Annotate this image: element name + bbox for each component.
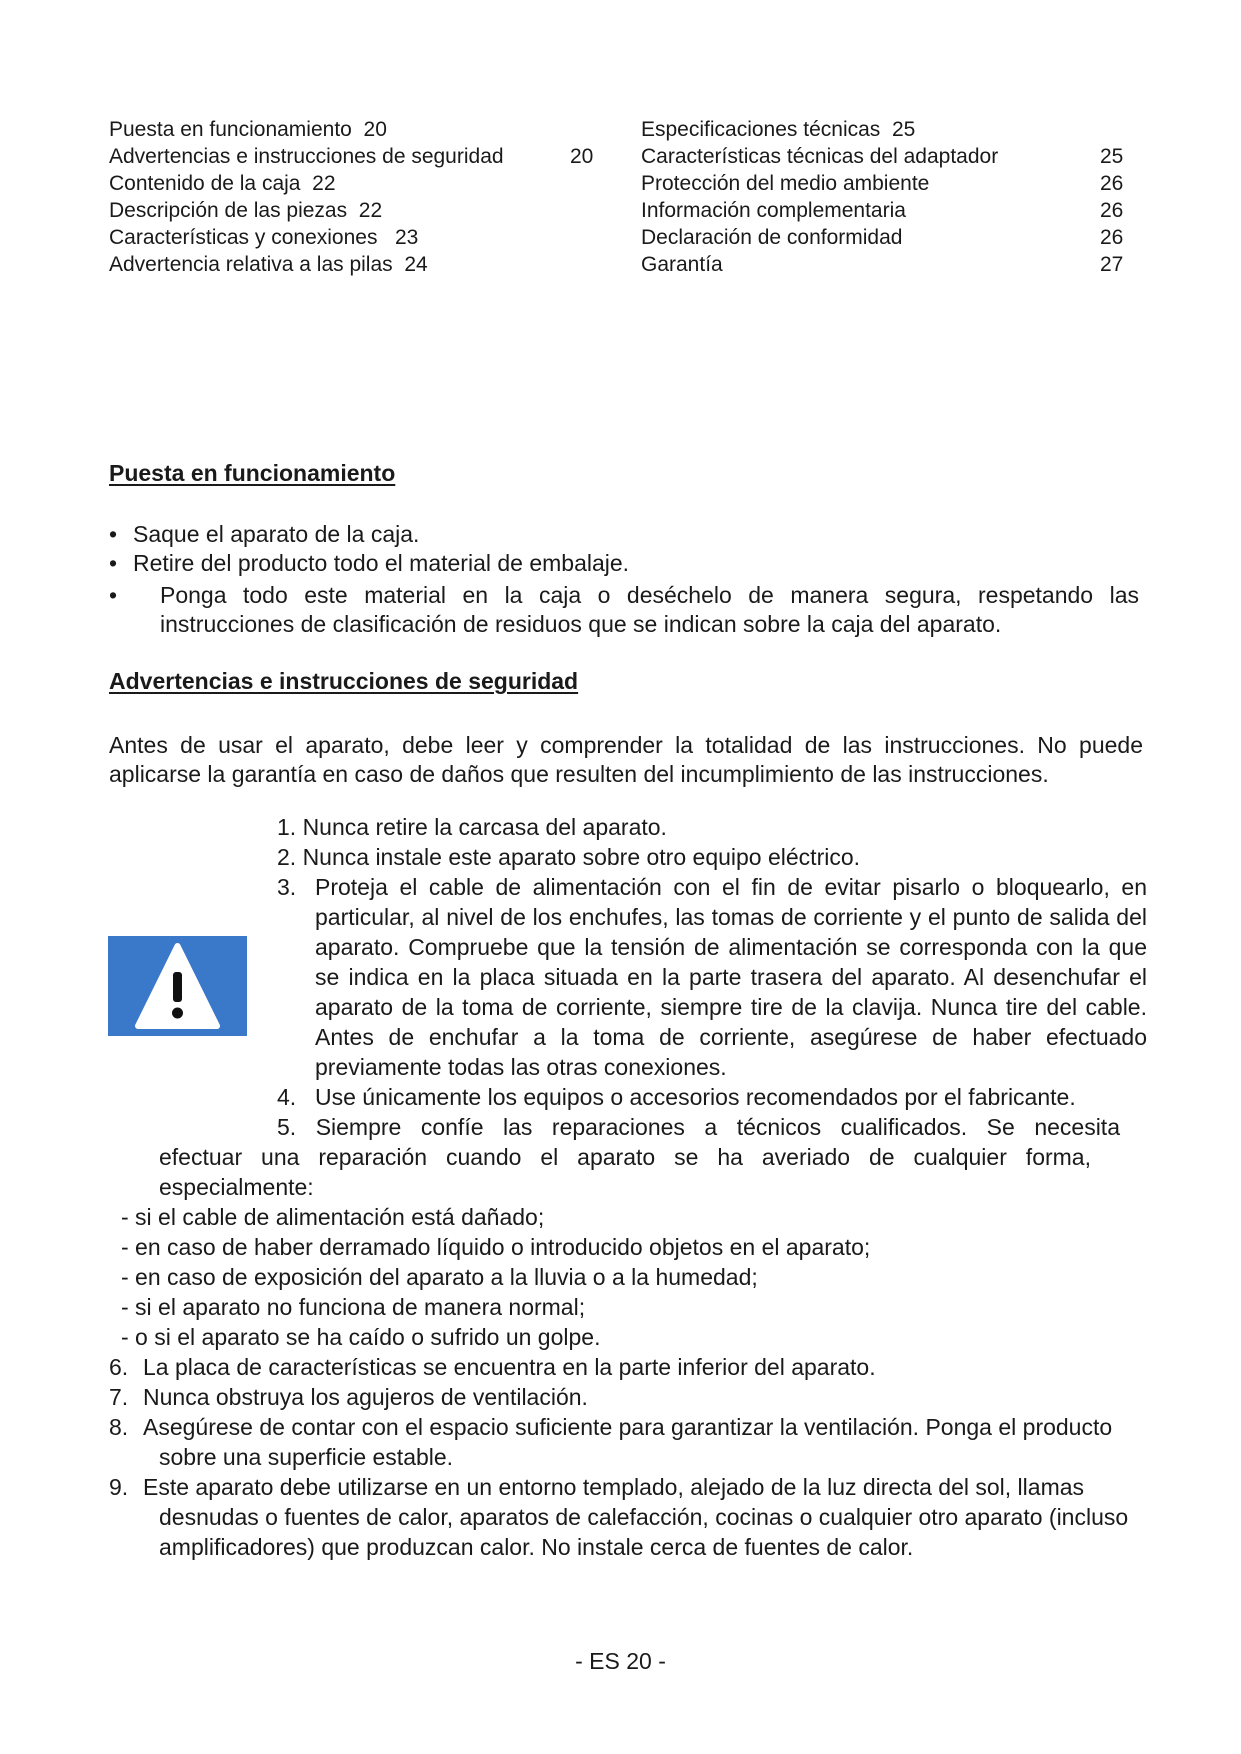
list-item — [109, 520, 1139, 549]
list-item-text: Use únicamente los equipos o accesorios recomendados por el fabricante. — [315, 1084, 1076, 1110]
toc-entry-title: Características técnicas del adaptador — [641, 145, 999, 168]
toc-entry-title: Descripción de las piezas — [109, 199, 348, 222]
item-number: 6. — [109, 1354, 129, 1380]
list-item — [277, 872, 1147, 1082]
list-item — [109, 549, 1139, 578]
toc-entry-title: Información complementaria — [641, 199, 906, 222]
toc-entry-title: Declaración de conformidad — [641, 226, 903, 249]
bullet-dot: • — [109, 521, 118, 547]
list-item — [109, 1472, 1143, 1562]
toc-entry-page: 27 — [1100, 253, 1124, 276]
page-number-footer: - ES 20 - — [575, 1648, 666, 1674]
list-item-text: Saque el aparato de la caja. — [133, 521, 420, 547]
toc-left-column — [109, 116, 609, 278]
toc-entry-page: 24 — [404, 253, 428, 276]
list-item: - o si el aparato se ha caído o sufrido un golpe. — [121, 1324, 601, 1350]
list-item: 5. Siempre confíe las reparaciones a técnicos cualificados. Se necesita — [277, 1114, 1120, 1140]
intro-paragraph: Antes de usar el aparato, debe leer y comprender la totalidad de las instrucciones. No puede aplicarse la garantía en caso de daños que resulten del incumplimiento de las instrucciones. — [109, 732, 1143, 787]
toc-entry-page: 26 — [1100, 226, 1124, 249]
toc-entry-page: 22 — [312, 172, 336, 195]
safety-list-bottom — [109, 1352, 1149, 1562]
bullet-dot: • — [109, 582, 118, 608]
list-item-text: Proteja el cable de alimentación con el fin de evitar pisarlo o bloquearlo, en particular, al nivel de los enchufes, las tomas de corriente y el punto de salida del aparato. Compruebe que la tensión de alimentación se corresponda con la que se indica en la placa situada en la parte trasera del aparato. Al desenchufar el aparato de la toma de corriente, siempre tire de la clavija. Nunca tire del cable. Antes de enchufar a la toma de corriente, asegúrese de haber efectuado previamente todas las otras conexiones. — [315, 874, 1147, 1080]
list-item-continuation: efectuar una reparación cuando el aparato se ha averiado de cualquier forma, especialmente: — [159, 1144, 1091, 1200]
toc-right-column — [641, 116, 1141, 278]
list-item: 1. Nunca retire la carcasa del aparato. — [277, 814, 667, 840]
list-item: 2. Nunca instale este aparato sobre otro equipo eléctrico. — [277, 844, 861, 870]
list-item-text: Nunca obstruya los agujeros de ventilación. — [143, 1384, 588, 1410]
warning-triangle-icon — [108, 936, 247, 1036]
toc-entry-page: 20 — [570, 145, 594, 168]
list-item-text: La placa de características se encuentra en la parte inferior del aparato. — [143, 1354, 876, 1380]
bullet-list — [109, 520, 1139, 639]
list-item: - si el aparato no funciona de manera normal; — [121, 1294, 586, 1320]
list-item: - si el cable de alimentación está dañado; — [121, 1204, 545, 1230]
list-item-text: Asegúrese de contar con el espacio suficiente para garantizar la ventilación. Ponga el producto sobre una superficie estable. — [143, 1414, 1113, 1470]
warning-triangle-svg — [108, 936, 247, 1036]
list-item-text: Ponga todo este material en la caja o deséchelo de manera segura, respetando las instrucciones de clasificación de residuos que se indican sobre la caja del aparato. — [160, 582, 1139, 637]
toc-entry — [109, 170, 609, 197]
toc-entry-page: 25 — [1100, 145, 1124, 168]
toc-entry-page: 26 — [1100, 199, 1124, 222]
toc-entry-title: Advertencia relativa a las pilas — [109, 253, 393, 276]
list-item: - en caso de haber derramado líquido o introducido objetos en el aparato; — [121, 1234, 871, 1260]
list-item — [109, 1382, 1149, 1412]
toc-entry-page: 26 — [1100, 172, 1124, 195]
toc-entry-title: Especificaciones técnicas — [641, 118, 881, 141]
list-item: - en caso de exposición del aparato a la lluvia o a la humedad; — [121, 1264, 758, 1290]
list-item-text: Retire del producto todo el material de embalaje. — [133, 550, 630, 576]
item-number: 3. — [277, 874, 297, 900]
list-item — [109, 1412, 1123, 1472]
toc-entry — [641, 251, 1141, 278]
item-number: 7. — [109, 1384, 129, 1410]
toc-entry-title: Garantía — [641, 253, 723, 276]
toc-entry — [641, 143, 1141, 170]
item-number: 9. — [109, 1474, 129, 1500]
toc-entry-title: Advertencias e instrucciones de seguridad — [109, 145, 504, 168]
toc-entry-page: 23 — [394, 226, 419, 249]
toc-entry-title: Características y conexiones — [109, 226, 378, 249]
section-heading-puesta: Puesta en funcionamiento — [109, 460, 396, 486]
toc-entry-page: 22 — [358, 199, 383, 222]
list-item-text: Este aparato debe utilizarse en un entorno templado, alejado de la luz directa del sol, llamas desnudas o fuentes de calor, aparatos de calefacción, cocinas o cualquier otro aparato (incluso amplificadores) que produzcan calor. No instale cerca de fuentes de calor. — [143, 1474, 1129, 1560]
toc-entry — [641, 116, 1141, 143]
toc-entry — [109, 251, 609, 278]
toc-entry-title: Contenido de la caja — [109, 172, 301, 195]
toc-entry — [109, 143, 609, 170]
list-item — [109, 581, 1139, 639]
toc-entry — [109, 116, 609, 143]
safety-list-top — [277, 812, 1147, 1142]
toc-entry — [641, 197, 1141, 224]
list-item — [109, 1352, 1149, 1382]
item-number: 8. — [109, 1414, 129, 1440]
item-number: 4. — [277, 1084, 297, 1110]
toc-entry-title: Puesta en funcionamiento — [109, 118, 352, 141]
toc-entry-page: 20 — [363, 118, 387, 141]
bullet-dot: • — [109, 550, 118, 576]
toc-entry — [641, 170, 1141, 197]
dash-list — [121, 1202, 1121, 1352]
list-item — [277, 1082, 1147, 1112]
toc-entry — [641, 224, 1141, 251]
toc-entry-page: 25 — [891, 118, 916, 141]
section-heading-advertencias: Advertencias e instrucciones de seguridad — [109, 668, 579, 694]
toc-entry — [109, 224, 609, 251]
toc-entry-title: Protección del medio ambiente — [641, 172, 930, 195]
toc-entry — [109, 197, 609, 224]
